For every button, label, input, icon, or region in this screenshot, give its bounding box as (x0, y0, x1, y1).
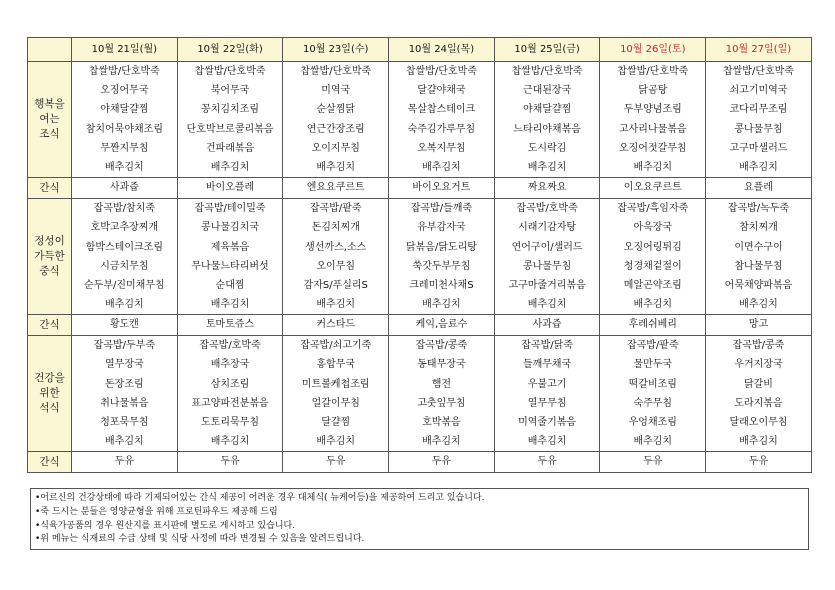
dish-item: 배추김치 (316, 161, 356, 173)
dish-item: 무짠지무침 (100, 142, 149, 154)
header-row (28, 38, 812, 62)
dish-item: 표고양파전분볶음 (191, 397, 269, 409)
dish-item: 잡곡밥/호박죽 (199, 340, 261, 352)
dish-item: 콩나물무침 (522, 260, 572, 272)
dish-item: 근대된장국 (522, 85, 572, 97)
dish-item: 배추김치 (633, 161, 673, 173)
day-menu-cell (600, 199, 706, 315)
dish-item: 함박스테이크조림 (85, 241, 163, 253)
snack-label: 간식 (28, 315, 72, 336)
dish-item: 배추김치 (527, 161, 567, 173)
dish-item: 호박볶음 (422, 417, 461, 428)
corner-cell (28, 38, 72, 62)
dish-item: 돈장조림 (105, 378, 144, 390)
dish-item: 오이무침 (316, 260, 356, 272)
meal-label-line: 중식 (39, 265, 60, 278)
dish-item: 찹쌀밥/단호박죽 (88, 66, 160, 77)
dish-item: 잡곡밥/쇠고기죽 (300, 340, 372, 352)
snack-cell: 케익,음료수 (389, 315, 495, 336)
day-menu-cell (706, 62, 812, 178)
dish-item: 야채달걀찜 (100, 104, 149, 116)
dish-item: 쇠고기미역국 (729, 85, 788, 97)
day-menu-cell (600, 62, 706, 178)
day-menu-cell (494, 199, 600, 315)
dish-item: 콩나물무침 (734, 123, 783, 135)
dish-item: 잡곡밥/닭죽 (521, 340, 573, 352)
snack-cell: 두유 (72, 452, 178, 473)
dish-item: 배추김치 (316, 436, 356, 448)
note-line: •식육가공품의 경우 원산지를 표시판에 별도로 게시하고 있습니다. (35, 520, 296, 531)
dish-item: 두부양념조림 (623, 104, 682, 116)
dish-item: 배추김치 (422, 161, 461, 173)
dish-item: 잡곡밥/흑임자죽 (617, 203, 689, 215)
snack-cell: 사과즙 (494, 315, 600, 336)
dish-item: 도시락김 (527, 142, 567, 154)
snack-cell: 엔요요쿠르트 (283, 178, 389, 199)
meal-row (28, 336, 812, 452)
snack-cell: 짜요짜요 (494, 178, 600, 199)
dish-item: 들깨무채국 (522, 359, 572, 371)
meal-label-line: 정성이 (34, 235, 65, 248)
dish-item: 배추김치 (210, 161, 250, 173)
dish-item: 잡곡밥/녹두죽 (727, 203, 790, 215)
dish-item: 찹쌀밥/단호박죽 (300, 66, 372, 77)
dish-item: 잡곡밥/두부죽 (93, 340, 156, 352)
dish-item: 배추김치 (527, 436, 567, 448)
day-menu-cell (283, 62, 389, 178)
meal-label-line: 조식 (39, 128, 60, 141)
snack-cell: 두유 (283, 452, 389, 473)
day-menu-cell (283, 336, 389, 452)
dish-item: 고사리나물볶음 (618, 123, 687, 135)
dish-item: 잡곡밥/콩죽 (415, 340, 468, 352)
meal-label-line: 석식 (39, 402, 60, 415)
dish-item: 숙주무침 (633, 397, 673, 409)
dish-item: 무나물느타리버섯 (191, 260, 269, 272)
dish-item: 열무무침 (527, 397, 567, 409)
dish-item: 잡곡밥/테이밀죽 (194, 203, 266, 215)
dish-item: 배추김치 (105, 299, 144, 311)
dish-item: 제육볶음 (210, 241, 250, 253)
date-header: 10월 21일(월) (72, 38, 178, 62)
dish-item: 우거지장국 (734, 359, 783, 371)
dish-item: 오징어무국 (100, 85, 149, 97)
dish-item: 오징어링튀김 (623, 241, 682, 253)
dish-item: 배추김치 (739, 436, 778, 448)
snack-cell: 바이오요거트 (389, 178, 495, 199)
meal-label (28, 62, 72, 178)
dish-item: 찹쌀밥/단호박죽 (722, 66, 794, 77)
snack-cell: 이오요쿠르트 (600, 178, 706, 199)
dish-item: 유부감자국 (417, 222, 466, 234)
meal-label-line: 여는 (39, 113, 60, 126)
dish-item: 북어무국 (210, 85, 250, 97)
dish-item: 잡곡밥/콩죽 (732, 340, 785, 352)
dish-item: 오이지무침 (311, 142, 360, 154)
date-header: 10월 24일(목) (389, 38, 495, 62)
day-menu-cell (283, 199, 389, 315)
dish-item: 호박고추장찌개 (90, 222, 159, 234)
dish-item: 배추김치 (210, 299, 250, 311)
dish-item: 찹쌀밥/단호박죽 (405, 66, 477, 77)
dish-item: 고구마줄거리볶음 (508, 279, 586, 291)
snack-cell: 황도캔 (72, 315, 178, 336)
dish-item: 연근간장조림 (306, 123, 365, 135)
note-line: •위 메뉴는 식재료의 수급 상태 및 식당 사정에 따라 변경될 수 있음을 알려드립니다. (35, 534, 365, 545)
dish-item: 단호박브로콜리볶음 (186, 123, 274, 135)
snack-cell: 요플레 (706, 178, 812, 199)
dish-item: 시래기감자탕 (518, 222, 577, 234)
dish-item: 배추김치 (105, 161, 144, 173)
day-menu-cell (706, 199, 812, 315)
note-line: •죽 드시는 분들은 영양균형을 위해 프로틴파우드 제공해 드림 (35, 506, 278, 517)
dish-item: 잡곡밥/호박죽 (516, 203, 578, 215)
dish-item: 우엉채조림 (628, 417, 677, 428)
dish-item: 달걀찜 (321, 417, 351, 428)
dish-item: 배추김치 (422, 299, 461, 311)
snack-cell: 두유 (494, 452, 600, 473)
meal-label (28, 336, 72, 452)
snack-label: 간식 (28, 452, 72, 473)
date-header: 10월 22일(화) (177, 38, 283, 62)
snack-cell: 두유 (177, 452, 283, 473)
date-header: 10월 26일(토) (600, 38, 706, 62)
dish-item: 배추김치 (105, 436, 144, 448)
date-header: 10월 27일(일) (706, 38, 812, 62)
dish-item: 도토리묵무침 (201, 417, 260, 428)
dish-item: 홍합무국 (316, 359, 356, 371)
dish-item: 순두부/진미채무침 (84, 279, 165, 291)
notes-box (30, 488, 809, 550)
meal-label-line: 가득한 (34, 250, 65, 263)
dish-item: 고춧잎무침 (417, 397, 466, 409)
dish-item: 배추김치 (422, 436, 461, 448)
meal-label-line: 행복을 (34, 98, 65, 111)
dish-item: 달래오이무침 (729, 417, 788, 428)
dish-item: 순살찜닭 (316, 104, 356, 116)
dish-item: 코다리무조림 (729, 104, 788, 116)
dish-item: 햄전 (431, 378, 452, 390)
snack-cell: 후레쉬베리 (600, 315, 706, 336)
dish-item: 꽁치김치조림 (201, 104, 260, 116)
meal-row (28, 62, 812, 178)
dish-item: 열무장국 (105, 359, 144, 371)
dish-item: 순대찜 (215, 279, 245, 291)
day-menu-cell (389, 62, 495, 178)
snack-row (28, 315, 812, 336)
snack-cell: 토마토쥬스 (177, 315, 283, 336)
dish-item: 건파래볶음 (205, 142, 255, 154)
date-header: 10월 25일(금) (494, 38, 600, 62)
dish-item: 청경채겉절이 (623, 260, 682, 272)
dish-item: 도라지볶음 (734, 397, 783, 409)
dish-item: 연어구이/샐러드 (511, 241, 583, 253)
dish-item: 찹쌀밥/단호박죽 (194, 66, 266, 77)
day-menu-cell (600, 336, 706, 452)
date-header: 10월 23일(수) (283, 38, 389, 62)
dish-item: 청포묵무침 (100, 417, 149, 428)
dish-item: 찹쌀밥/단호박죽 (617, 66, 689, 77)
dish-item: 미역줄기볶음 (518, 417, 577, 428)
snack-cell: 바이오플레 (177, 178, 283, 199)
dish-item: 돈김치찌개 (311, 222, 360, 234)
dish-item: 참치찌개 (739, 222, 778, 234)
dish-item: 닭곰탕 (638, 85, 668, 97)
note-line: •어르신의 건강상태에 따라 기제되어있는 간식 제공이 어려운 경우 대체식( 뉴케어등)을 제공하여 드리고 있습니다. (35, 493, 485, 503)
day-menu-cell (494, 62, 600, 178)
snack-row (28, 452, 812, 473)
dish-item: 고구마샐러드 (729, 142, 788, 154)
dish-item: 이면수구이 (734, 241, 783, 253)
dish-item: 콩나물김치국 (201, 222, 260, 234)
dish-item: 배추장국 (210, 359, 250, 371)
dish-item: 시금치무침 (100, 260, 149, 272)
dish-item: 배추김치 (739, 299, 778, 311)
dish-item: 삼치조림 (210, 378, 250, 390)
dish-item: 달걀야채국 (417, 85, 466, 97)
day-menu-cell (706, 336, 812, 452)
snack-cell: 두유 (389, 452, 495, 473)
dish-item: 잡곡밥/참치죽 (93, 203, 156, 215)
meal-label-line: 위한 (39, 387, 60, 400)
dish-item: 생선까스,소스 (305, 241, 367, 253)
dish-item: 배추김치 (739, 161, 778, 173)
dish-item: 우불고기 (527, 378, 567, 390)
dish-item: 어묵채양파볶음 (724, 279, 793, 291)
dish-item: 잡곡밥/팥죽 (309, 203, 362, 215)
snack-cell: 사과즙 (72, 178, 178, 199)
dish-item: 메알곤약조림 (623, 279, 682, 291)
dish-item: 목살찹스테이크 (407, 104, 476, 116)
dish-item: 얼갈이무침 (311, 397, 360, 409)
meal-label (28, 199, 72, 315)
dish-item: 오복지무침 (417, 142, 466, 154)
dish-item: 취나물볶음 (100, 397, 149, 409)
day-menu-cell (177, 199, 283, 315)
dish-item: 미트볼케첩조림 (301, 378, 370, 390)
weekly-menu-table (27, 37, 812, 473)
meal-label-line: 건강을 (34, 372, 65, 385)
snack-cell: 커스타드 (283, 315, 389, 336)
snack-cell: 망고 (706, 315, 812, 336)
snack-cell: 두유 (600, 452, 706, 473)
dish-item: 참나물무침 (734, 260, 783, 272)
dish-item: 배추김치 (633, 436, 673, 448)
dish-item: 감자S/푸실리S (303, 279, 368, 291)
day-menu-cell (389, 336, 495, 452)
dish-item: 닭볶음/닭도리탕 (405, 241, 477, 253)
day-menu-cell (72, 336, 178, 452)
dish-item: 느타리야채볶음 (513, 123, 581, 135)
dish-item: 숙주김가루무침 (407, 123, 476, 135)
day-menu-cell (494, 336, 600, 452)
dish-item: 배추김치 (527, 299, 567, 311)
dish-item: 배추김치 (316, 299, 356, 311)
dish-item: 야채달걀찜 (522, 104, 572, 116)
dish-item: 오징어젓갈무침 (618, 142, 687, 154)
dish-item: 동태무장국 (417, 359, 466, 371)
dish-item: 크레미천사채S (409, 279, 474, 291)
dish-item: 배추김치 (210, 436, 250, 448)
day-menu-cell (177, 336, 283, 452)
dish-item: 미역국 (321, 85, 351, 97)
dish-item: 잡곡밥/팥죽 (626, 340, 679, 352)
meal-row (28, 199, 812, 315)
snack-row (28, 178, 812, 199)
dish-item: 찹쌀밥/단호박죽 (511, 66, 583, 77)
day-menu-cell (177, 62, 283, 178)
dish-item: 참치어묵야채조림 (85, 123, 163, 135)
dish-item: 닭갈비 (743, 378, 773, 390)
dish-item: 물만두국 (633, 359, 673, 371)
dish-item: 아욱장국 (633, 222, 673, 234)
day-menu-cell (72, 199, 178, 315)
dish-item: 잡곡밥/들깨죽 (410, 203, 473, 215)
day-menu-cell (72, 62, 178, 178)
dish-item: 배추김치 (633, 299, 673, 311)
snack-label: 간식 (28, 178, 72, 199)
dish-item: 떡갈비조림 (628, 378, 677, 390)
day-menu-cell (389, 199, 495, 315)
snack-cell: 두유 (706, 452, 812, 473)
dish-item: 쑥갓두부무침 (412, 260, 471, 272)
